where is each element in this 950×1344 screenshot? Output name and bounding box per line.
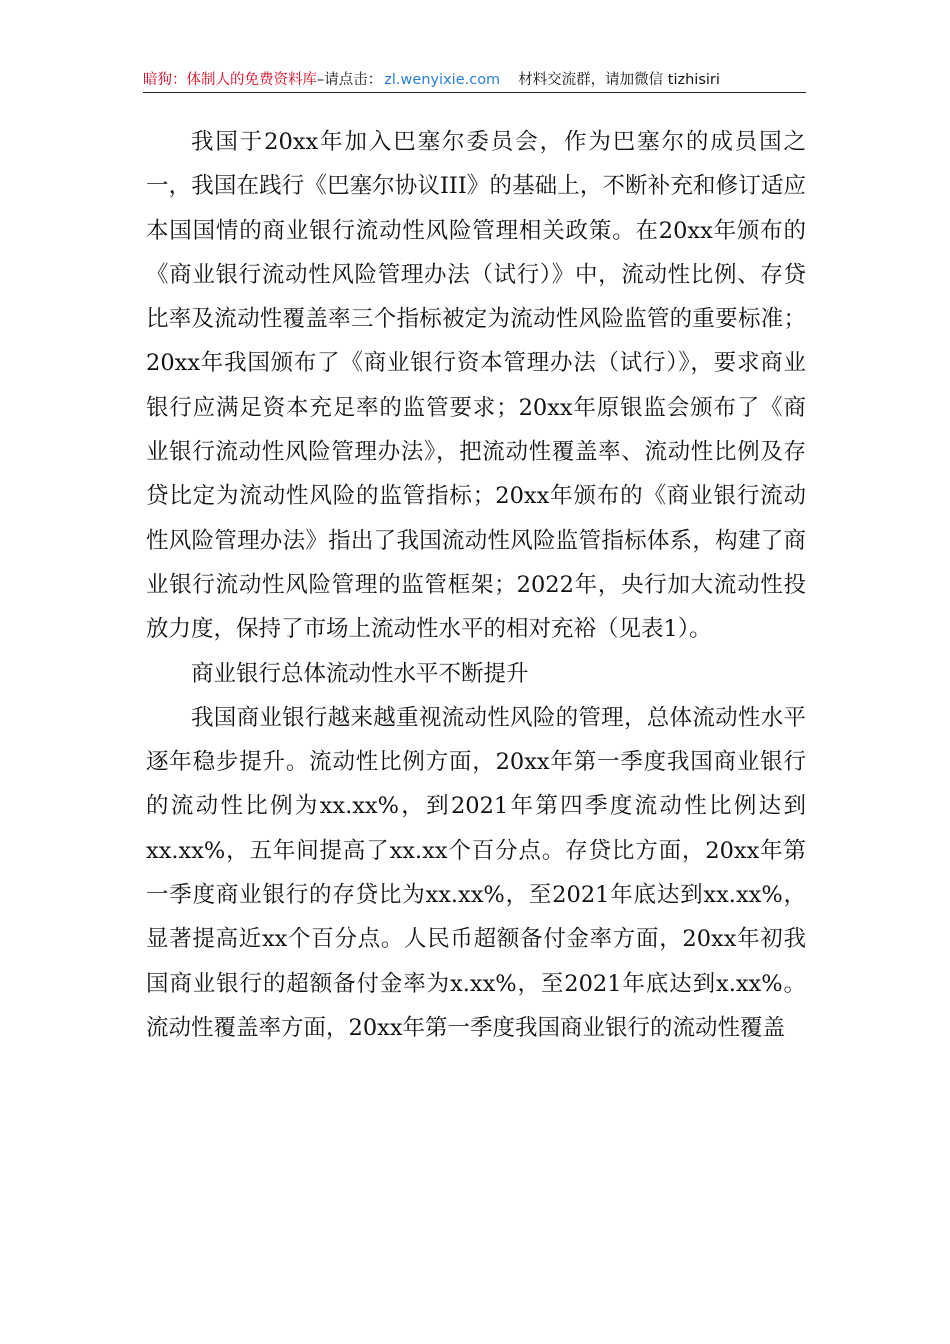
header-brand: 暗狗：体制人的免费资料库 xyxy=(143,72,317,88)
header-contact: 材料交流群，请加微信 tizhisiri xyxy=(518,72,720,88)
page-header xyxy=(143,68,806,93)
document-body xyxy=(146,120,806,1050)
header-prompt: –请点击： xyxy=(317,72,383,88)
header-link[interactable]: zl.wenyixie.com xyxy=(384,72,501,88)
section-heading: 商业银行总体流动性水平不断提升 xyxy=(191,660,529,687)
body-paragraph-2: 我国商业银行越来越重视流动性风险的管理，总体流动性水平逐年稳步提升。流动性比例方面，20xx年第一季度我国商业银行的流动性比例为xx.xx%，到2021年第四季度流动性比例达到xx.xx%，五年间提高了xx.xx个百分点。存贷比方面，20xx年第一季度商业银行的存贷比为xx.xx%，至2021年底达到xx.xx%，显著提高近xx个百分点。人民币超额备付金率方面，20xx年初我国商业银行的超额备付金率为x.xx%，至2021年底达到x.xx%。流动性覆盖率方面，20xx年第一季度我国商业银行的流动性覆盖 xyxy=(146,704,806,1041)
body-paragraph-1: 我国于20xx年加入巴塞尔委员会，作为巴塞尔的成员国之一，我国在践行《巴塞尔协议III》的基础上，不断补充和修订适应本国国情的商业银行流动性风险管理相关政策。在20xx年颁布的《商业银行流动性风险管理办法（试行）》中，流动性比例、存贷比率及流动性覆盖率三个指标被定为流动性风险监管的重要标准；20xx年我国颁布了《商业银行资本管理办法（试行）》，要求商业银行应满足资本充足率的监管要求；20xx年原银监会颁布了《商业银行流动性风险管理办法》，把流动性覆盖率、流动性比例及存贷比定为流动性风险的监管指标；20xx年颁布的《商业银行流动性风险管理办法》指出了我国流动性风险监管指标体系，构建了商业银行流动性风险管理的监管框架；2022年，央行加大流动性投放力度，保持了市场上流动性水平的相对充裕（见表1）。 xyxy=(146,129,806,643)
